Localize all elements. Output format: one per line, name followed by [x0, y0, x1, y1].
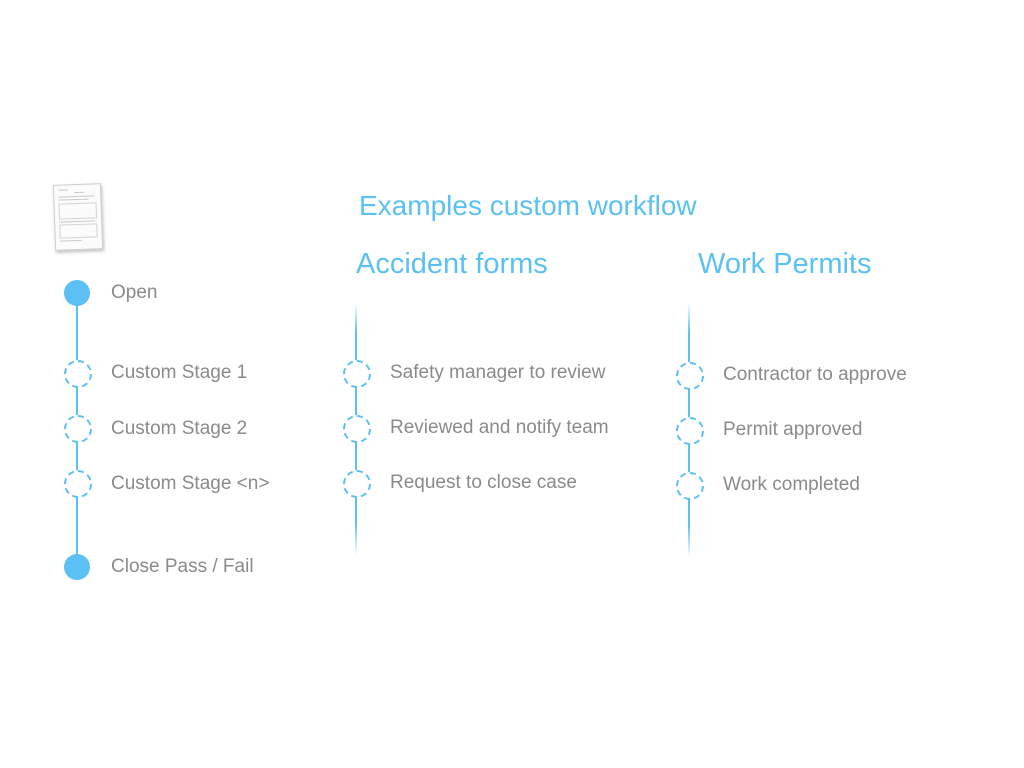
permits-line-bottom-fade	[688, 525, 690, 557]
custom-stage-2-marker	[64, 415, 92, 443]
permit-stage-2-label: Permit approved	[723, 419, 863, 440]
permit-stage-2-marker	[676, 417, 704, 445]
custom-stage-2-label: Custom Stage 2	[111, 418, 248, 439]
permit-stage-3-label: Work completed	[723, 474, 860, 495]
stage-open-label: Open	[111, 282, 158, 303]
accident-line-bottom-fade	[355, 523, 357, 555]
custom-stage-n-label: Custom Stage <n>	[111, 473, 270, 494]
form-document-icon	[53, 183, 103, 251]
stage-close-marker	[64, 554, 90, 580]
accident-forms-heading: Accident forms	[356, 248, 548, 280]
accident-stage-3-marker	[343, 470, 371, 498]
custom-stage-1-marker	[64, 360, 92, 388]
custom-stage-n-marker	[64, 470, 92, 498]
accident-stage-2-marker	[343, 415, 371, 443]
stage-close-label: Close Pass / Fail	[111, 556, 254, 577]
accident-stage-2-label: Reviewed and notify team	[390, 417, 609, 438]
permit-stage-1-label: Contractor to approve	[723, 364, 907, 385]
diagram-title: Examples custom workflow	[359, 190, 697, 221]
accident-line-top-fade	[355, 303, 357, 333]
accident-stage-1-label: Safety manager to review	[390, 362, 606, 383]
accident-stage-1-marker	[343, 360, 371, 388]
permit-stage-1-marker	[676, 362, 704, 390]
permit-stage-3-marker	[676, 472, 704, 500]
permits-line-top-fade	[688, 303, 690, 333]
work-permits-heading: Work Permits	[698, 248, 872, 280]
custom-stage-1-label: Custom Stage 1	[111, 362, 248, 383]
stage-open-marker	[64, 280, 90, 306]
accident-stage-3-label: Request to close case	[390, 472, 577, 493]
